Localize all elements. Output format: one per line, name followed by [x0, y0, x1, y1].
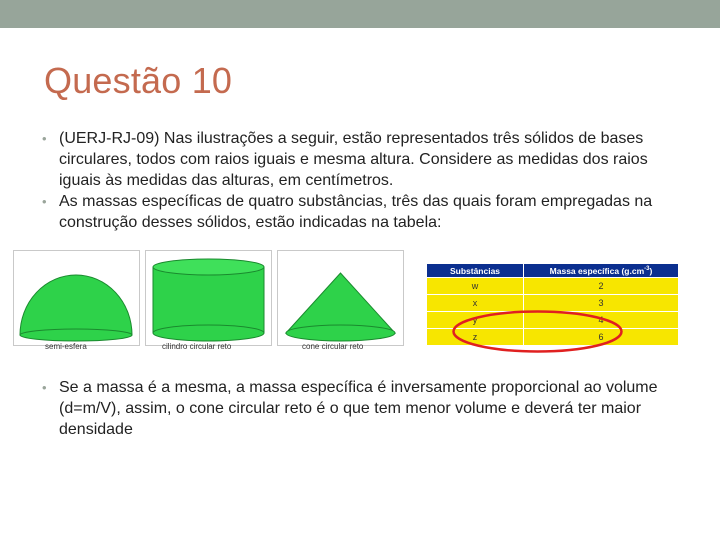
bullet-question	[42, 128, 690, 191]
cylinder-figure	[145, 250, 272, 346]
bullet-dot: •	[42, 194, 47, 209]
highlight-ellipse	[451, 309, 624, 354]
cylinder-label: cilindro circular reto	[162, 342, 232, 351]
header-mass-exponent: -3	[644, 265, 650, 272]
cell-mass: 2	[524, 278, 679, 295]
cone-label: cone circular reto	[302, 342, 364, 351]
cone-icon	[278, 251, 403, 345]
bullet-masses	[42, 191, 690, 233]
hemisphere-icon	[14, 251, 139, 345]
top-bar	[0, 0, 720, 28]
hemisphere-figure	[13, 250, 140, 346]
cell-substance: z	[427, 329, 524, 346]
top-bullets	[42, 128, 690, 233]
bullet-dot: •	[42, 380, 47, 395]
bullet-text: As massas específicas de quatro substâncias, três das quais foram empregadas na construção desses sólidos, estão indicadas na tabela:	[59, 193, 653, 231]
hemisphere-label: semi-esfera	[45, 342, 87, 351]
cone-figure	[277, 250, 404, 346]
cell-substance: x	[427, 295, 524, 312]
cell-substance: y	[427, 312, 524, 329]
bullet-text: Se a massa é a mesma, a massa específica é inversamente proporcional ao volume (d=m/V), assim, o cone circular reto é o que tem menor volume e deverá ter maior densidade	[59, 379, 658, 438]
bullet-conclusion	[42, 377, 690, 440]
cell-substance: w	[427, 278, 524, 295]
bottom-bullets	[42, 377, 690, 440]
table-row	[427, 278, 679, 295]
header-mass-close: )	[649, 265, 653, 276]
header-mass-text: Massa específica (g.cm	[549, 265, 645, 276]
header-substance: Substâncias	[427, 264, 524, 278]
slide-title: Questão 10	[44, 60, 233, 101]
cell-mass: 4	[524, 312, 679, 329]
bullet-text: (UERJ-RJ-09) Nas ilustrações a seguir, estão representados três sólidos de bases circulares, todos com raios iguais e mesma altura. Considere as medidas dos raios iguais às medidas das alturas, em centímetros.	[59, 130, 648, 189]
cylinder-icon	[146, 251, 271, 345]
table-header-row	[427, 264, 679, 278]
cell-mass: 6	[524, 329, 679, 346]
header-mass	[524, 264, 679, 278]
cell-mass: 3	[524, 295, 679, 312]
bullet-dot: •	[42, 131, 47, 146]
